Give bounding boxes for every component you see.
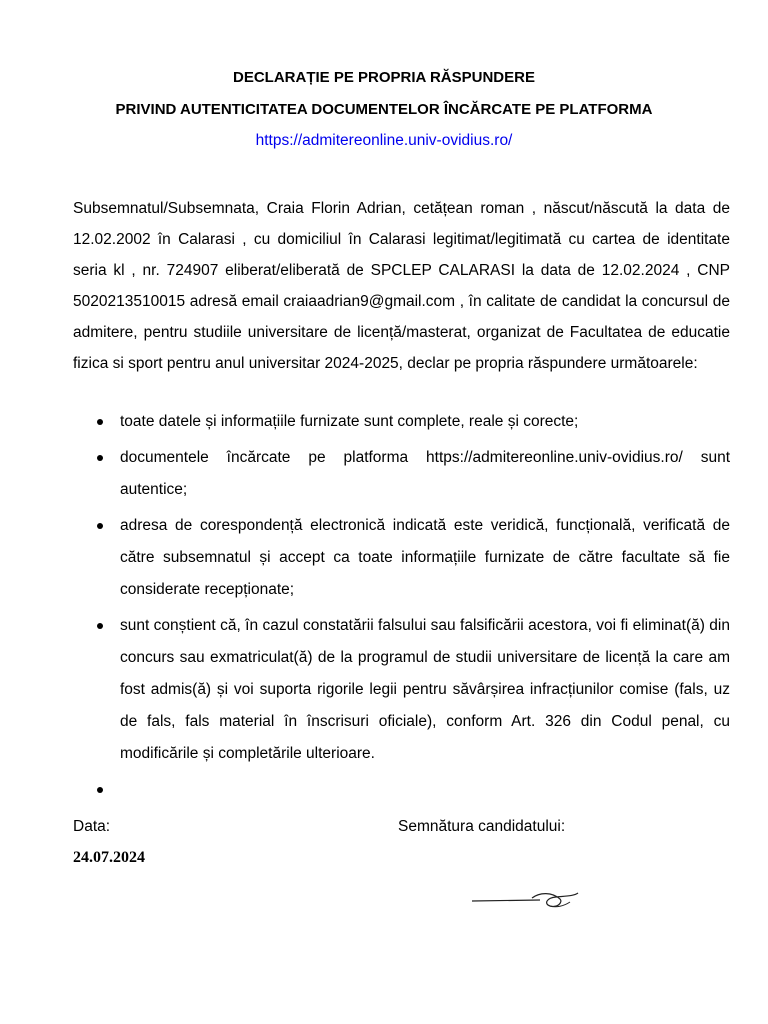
intro-paragraph: Subsemnatul/Subsemnata, Craia Florin Adrian, cetățean roman , născut/născută la data de 12.02.2002 în Calarasi , cu domiciliul în Calarasi legitimat/legitimată cu cartea de identitate seria kl , nr. 724907 eliberat/eliberată de SPCLEP CALARASI la data de 12.02.2024 , CNP 5020213510015 adresă email craiaadrian9@gmail.com , în calitate de candidat la concursul de admitere, pentru studiile universitare de licență/masterat, organizat de Facultatea de educatie fizica si sport pentru anul universitar 2024-2025, declar pe propria răspundere următoarele: bbox=[73, 200, 730, 372]
list-item bbox=[73, 774, 730, 806]
declaration-text: documentele încărcate pe platforma https://admitereonline.univ-ovidius.ro/ sunt autentice; bbox=[120, 449, 730, 498]
bullet-dot-icon bbox=[97, 419, 103, 425]
list-item bbox=[73, 510, 730, 606]
list-item bbox=[73, 406, 730, 438]
list-item bbox=[73, 442, 730, 506]
document-title: DECLARAȚIE PE PROPRIA RĂSPUNDERE bbox=[233, 69, 535, 86]
date-value: 24.07.2024 bbox=[73, 849, 145, 866]
declaration-text: sunt conștient că, în cazul constatării falsului sau falsificării acestora, voi fi eliminat(ă) din concurs sau exmatriculat(ă) de la programul de studii universitare de licență la care am fost admis(ă) și voi suporta rigorile legii pentru săvârșirea infracțiunilor comise (fals, uz de fals, fals material în înscrisuri oficiale), conform Art. 326 din Codul penal, cu modificările și completările ulterioare. bbox=[120, 617, 730, 762]
list-item bbox=[73, 610, 730, 770]
handwritten-signature bbox=[400, 880, 662, 952]
declaration-text: toate datele și informațiile furnizate sunt complete, reale și corecte; bbox=[120, 413, 579, 430]
signature-label: Semnătura candidatului: bbox=[398, 818, 566, 835]
bullet-dot-icon bbox=[97, 787, 103, 793]
date-label: Data: bbox=[73, 818, 111, 835]
bullet-dot-icon bbox=[97, 523, 103, 529]
bullet-dot-icon bbox=[97, 623, 103, 629]
platform-url-line bbox=[0, 132, 768, 150]
declaration-text: adresa de corespondență electronică indicată este veridică, funcțională, verificată de către subsemnatul și accept ca toate informațiile furnizate de către facultate să fie considerate recepționate; bbox=[120, 517, 730, 598]
platform-url-link[interactable]: https://admitereonline.univ-ovidius.ro/ bbox=[255, 132, 513, 149]
declarations-list bbox=[73, 406, 730, 810]
bullet-dot-icon bbox=[97, 455, 103, 461]
document-subtitle: PRIVIND AUTENTICITATEA DOCUMENTELOR ÎNCĂRCATE PE PLATFORMA bbox=[115, 101, 653, 118]
